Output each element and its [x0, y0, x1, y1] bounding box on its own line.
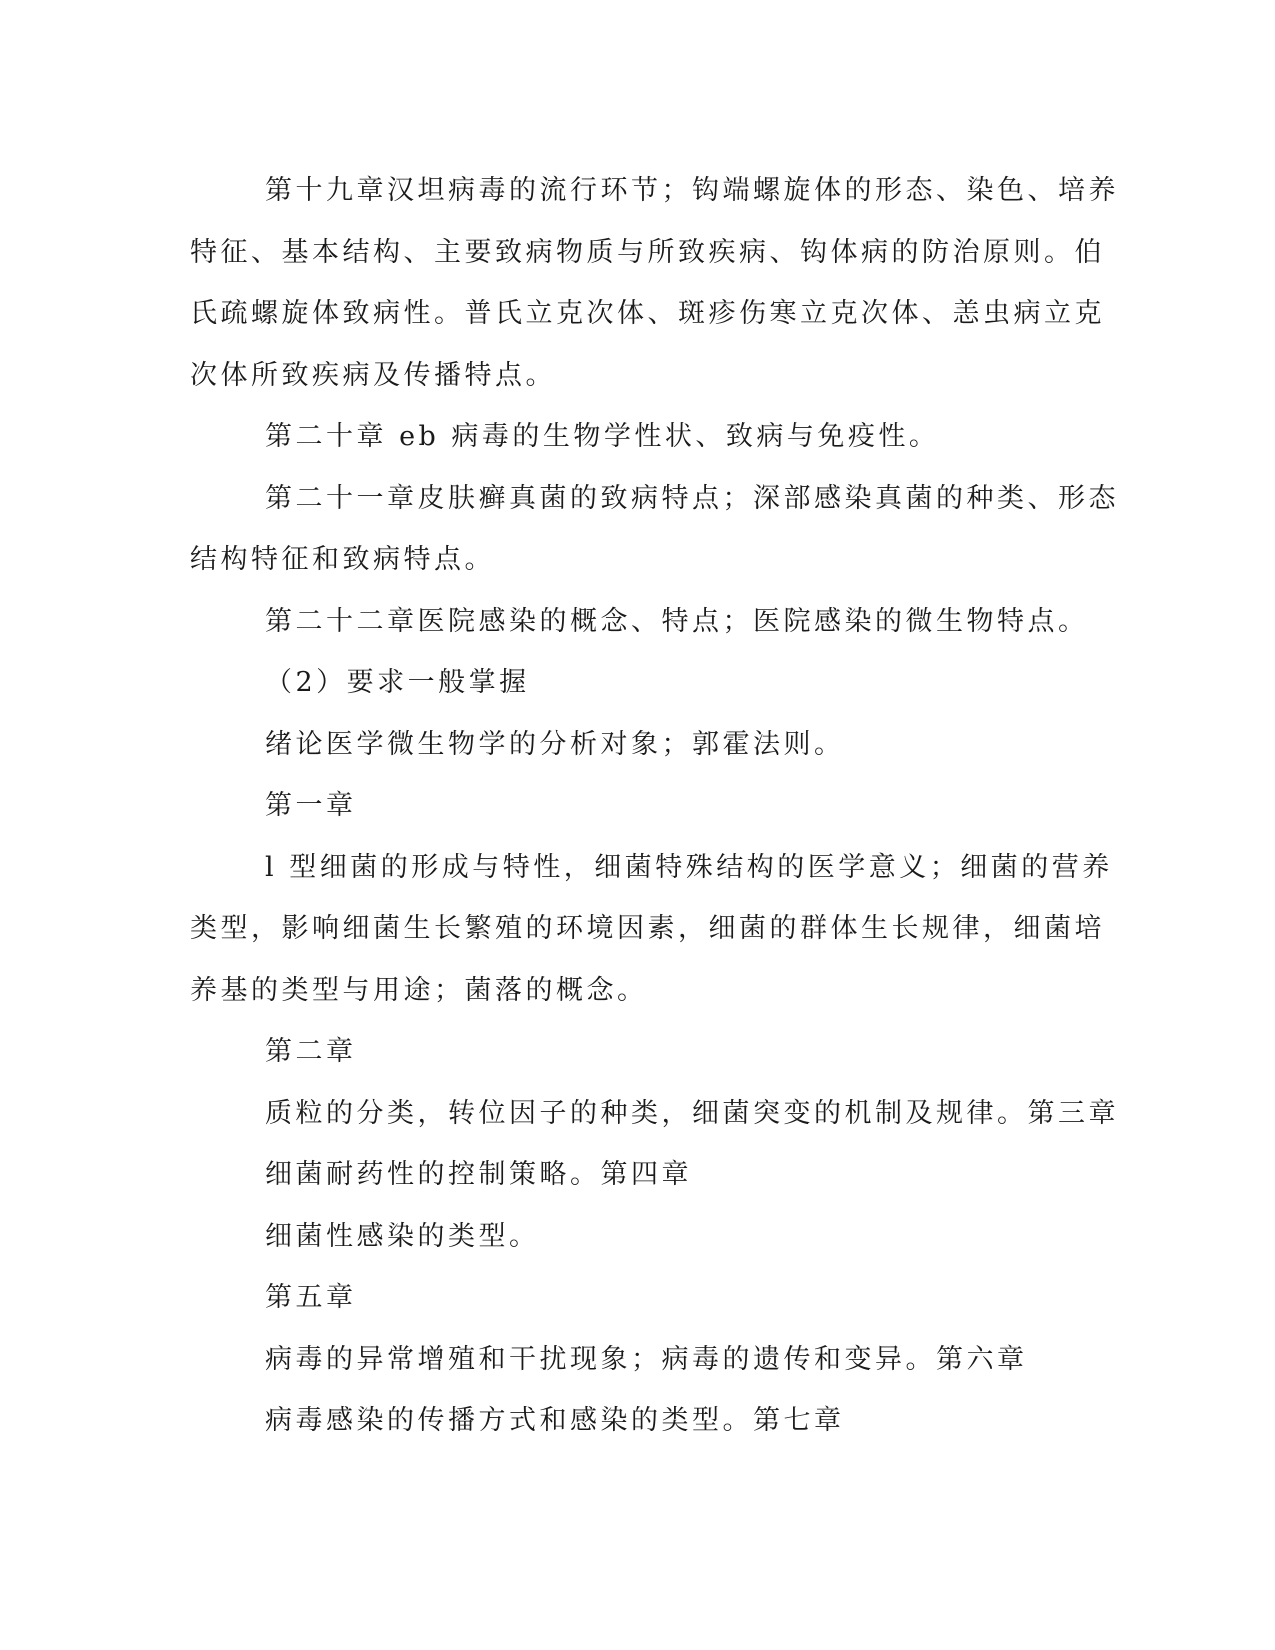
paragraph-line: 类型，影响细菌生长繁殖的环境因素，细菌的群体生长规律，细菌培: [190, 913, 1105, 944]
chapter-heading: 第二章: [265, 1036, 357, 1067]
paragraph-line: 第十九章汉坦病毒的流行环节；钩端螺旋体的形态、染色、培养: [265, 175, 1119, 206]
paragraph-line: 质粒的分类，转位因子的种类，细菌突变的机制及规律。第三章: [265, 1097, 1119, 1129]
paragraph-line: 氏疏螺旋体致病性。普氏立克次体、斑疹伤寒立克次体、恙虫病立克: [190, 298, 1105, 329]
paragraph-line: 第二十一章皮肤癣真菌的致病特点；深部感染真菌的种类、形态: [265, 482, 1119, 514]
paragraph-line: 养基的类型与用途；菌落的概念。: [190, 974, 648, 1006]
section-heading: （2）要求一般掌握: [265, 667, 530, 698]
paragraph-line: 病毒的异常增殖和干扰现象；病毒的遗传和变异。第六章: [265, 1343, 1028, 1375]
paragraph-line: 细菌耐药性的控制策略。第四章: [265, 1159, 692, 1190]
body-text: [190, 160, 1119, 1452]
paragraph-line: 特征、基本结构、主要致病物质与所致疾病、钩体病的防治原则。伯: [190, 236, 1105, 268]
paragraph-line: 次体所致疾病及传播特点。: [190, 359, 556, 391]
paragraph-line: 结构特征和致病特点。: [190, 544, 495, 575]
paragraph-line: 第二十章 eb 病毒的生物学性状、致病与免疫性。: [265, 421, 940, 452]
paragraph-line: 第二十二章医院感染的概念、特点；医院感染的微生物特点。: [265, 605, 1089, 637]
paragraph-line: 细菌性感染的类型。: [265, 1220, 540, 1252]
paragraph-line: 绪论医学微生物学的分析对象；郭霍法则。: [265, 728, 845, 760]
chapter-heading: 第一章: [265, 790, 357, 821]
chapter-heading: 第五章: [265, 1282, 357, 1313]
paragraph-line: l 型细菌的形成与特性，细菌特殊结构的医学意义；细菌的营养: [265, 851, 1113, 883]
paragraph-line: 病毒感染的传播方式和感染的类型。第七章: [265, 1405, 845, 1436]
